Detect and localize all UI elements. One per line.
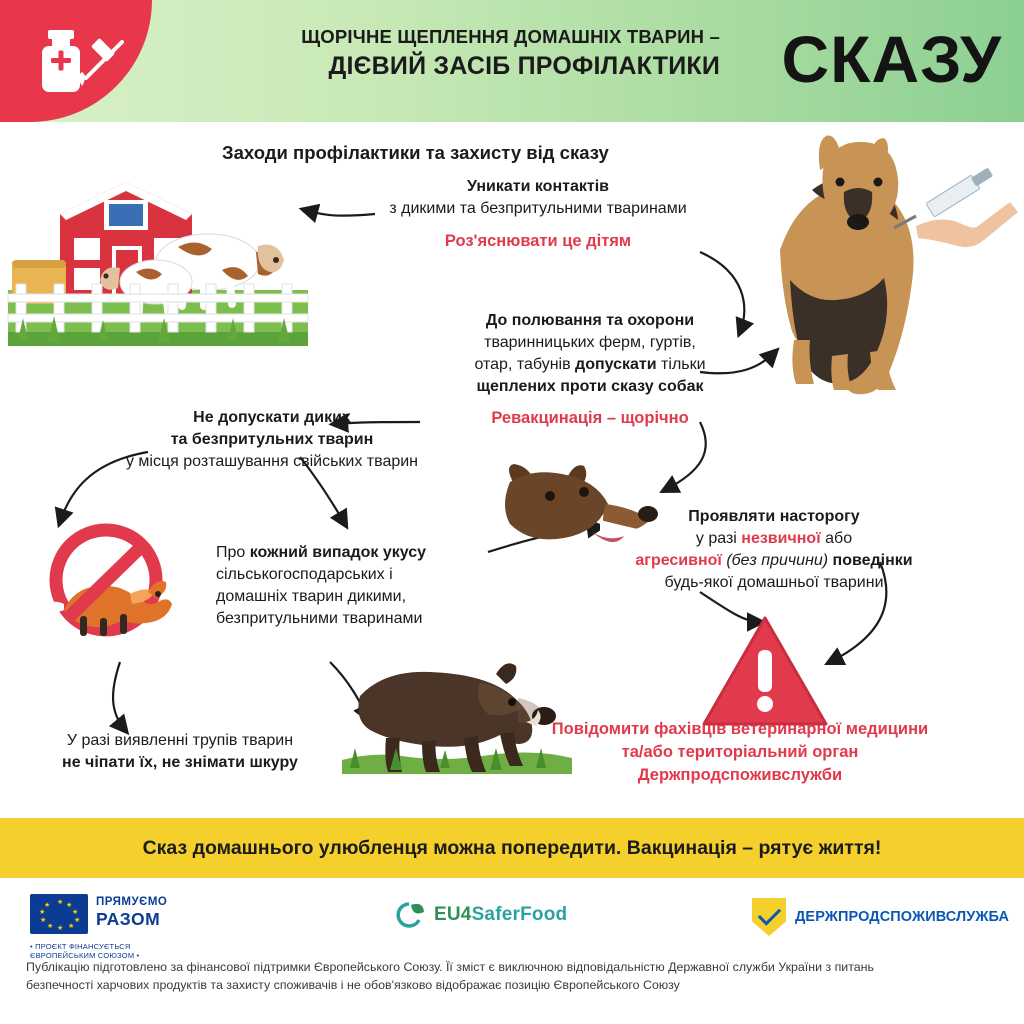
alert-line2 [624, 528, 924, 550]
hunting-line3 [440, 354, 740, 376]
wild-line3: у місця розташування свійських тварин [125, 453, 419, 470]
alert-line3-a: агресивної [635, 552, 722, 569]
eu-logo-line2: РАЗОМ [96, 908, 161, 929]
bite-line1-b: кожний випадок укусу [249, 544, 427, 561]
derzh-logo-text: ДЕРЖПРОДСПОЖИВСЛУЖБА [795, 909, 1010, 925]
eu4saferfood-text [434, 904, 567, 926]
disclaimer-line1: Публікацію підготовлено за фінансової підтримки Європейського Союзу. Її зміст є виключною відповідальністю Державної служби України з питань [26, 960, 874, 974]
banner-text: Сказ домашнього улюбленця можна попередити. Вакцинація – рятує життя! [142, 836, 882, 859]
eu4saferfood-prefix: EU4 [434, 904, 472, 925]
header-title-line1: ЩОРІЧНЕ ЩЕПЛЕННЯ ДОМАШНІХ ТВАРИН – [301, 26, 720, 47]
german-shepherd-vaccination-illustration [720, 130, 1016, 400]
bite-line4: безпритульними тваринами [216, 610, 423, 627]
text-block-report [540, 718, 940, 787]
bite-line1 [216, 542, 486, 564]
hunting-line3-b: допускати [575, 356, 657, 373]
disclaimer [26, 958, 998, 994]
alert-line2-b: незвичної [741, 530, 821, 547]
alert-line3-b: (без причини) [721, 552, 833, 569]
wild-line2: та безпритульних тварин [170, 431, 374, 448]
avoid-contact-line2: з дикими та безпритульними тваринами [389, 200, 687, 217]
fox-prohibition-sign-illustration [28, 522, 218, 662]
hunting-line3-c: тільки [656, 356, 706, 373]
warning-triangle-icon [700, 612, 830, 732]
hunting-highlight: Ревакцинація – щорічно [491, 409, 689, 427]
hunting-line3-a: отар, табунів [474, 356, 576, 373]
alert-line3-c: поведінки [832, 552, 913, 569]
text-block-hunting [440, 310, 740, 429]
wild-line1: Не допускати диких [193, 409, 351, 426]
eu4saferfood-suffix: SaferFood [471, 904, 568, 925]
bottom-banner [0, 818, 1024, 878]
text-block-alertness [624, 506, 924, 594]
eu-logo-subtitle: • ПРОЄКТ ФІНАНСУЄТЬСЯ ЄВРОПЕЙСЬКИМ СОЮЗОМ • [30, 942, 140, 960]
hunting-line4: щеплених проти сказу собак [476, 378, 704, 395]
avoid-contact-highlight: Роз'яснювати це дітям [444, 232, 632, 250]
eu4saferfood-logo [392, 900, 567, 930]
header [0, 0, 1024, 122]
alert-line3 [624, 550, 924, 572]
alert-line1: Проявляти насторогу [688, 508, 860, 525]
bite-line1-a: Про [216, 544, 250, 561]
logo-row [0, 886, 1024, 960]
farm-barn-cows-illustration [8, 142, 308, 362]
bite-line3: домашніх тварин дикими, [216, 588, 407, 605]
alert-line4: будь-якої домашньої тварини [664, 574, 884, 591]
report-line2: та/або територіальний орган [621, 743, 859, 761]
corpse-line1: У разі виявленні трупів тварин [66, 732, 294, 749]
shield-check-icon [752, 898, 786, 936]
text-block-avoid-contact [378, 176, 698, 252]
eu-logo-line1: ПРЯМУЄМО [96, 896, 168, 908]
report-line3: Держпродспоживслужби [637, 766, 843, 784]
header-title [160, 24, 720, 82]
hunting-line2: тваринницьких ферм, гуртів, [484, 334, 696, 351]
hunting-line1: До полювання та охорони [485, 312, 695, 329]
main-content [0, 122, 1024, 806]
derzhprodspozhyvsluzhba-logo [752, 898, 1009, 936]
eu-logo [30, 894, 168, 960]
eu-flag-icon: ★ ★ ★ ★ ★ ★ ★ ★ ★ ★ [30, 894, 88, 934]
text-block-corpses [30, 730, 330, 774]
disclaimer-line2: безпечності харчових продуктів та захисту споживачів і не обов'язково відображає позицію Європейського Союзу [26, 978, 680, 992]
leaf-circle-icon [392, 900, 426, 930]
alert-line2-c: або [820, 530, 853, 547]
text-block-bite-case [216, 542, 486, 630]
header-keyword: СКАЗУ [781, 22, 1002, 96]
bite-line2: сільськогосподарських і [216, 566, 393, 583]
header-title-line2: ДІЄВИЙ ЗАСІБ ПРОФІЛАКТИКИ [328, 52, 720, 80]
corpse-line2: не чіпати їх, не знімати шкуру [62, 754, 298, 771]
avoid-contact-line1: Уникати контактів [467, 178, 609, 195]
vaccine-bottle-syringe-icon [26, 26, 130, 98]
text-block-wild-animals [122, 407, 422, 473]
alert-line2-a: у разі [695, 530, 742, 547]
report-line1: Повідомити фахівців ветеринарної медицини [551, 720, 929, 738]
eu-logo-text [96, 894, 167, 928]
page-title: Заходи профілактики та захисту від сказу [222, 142, 609, 163]
